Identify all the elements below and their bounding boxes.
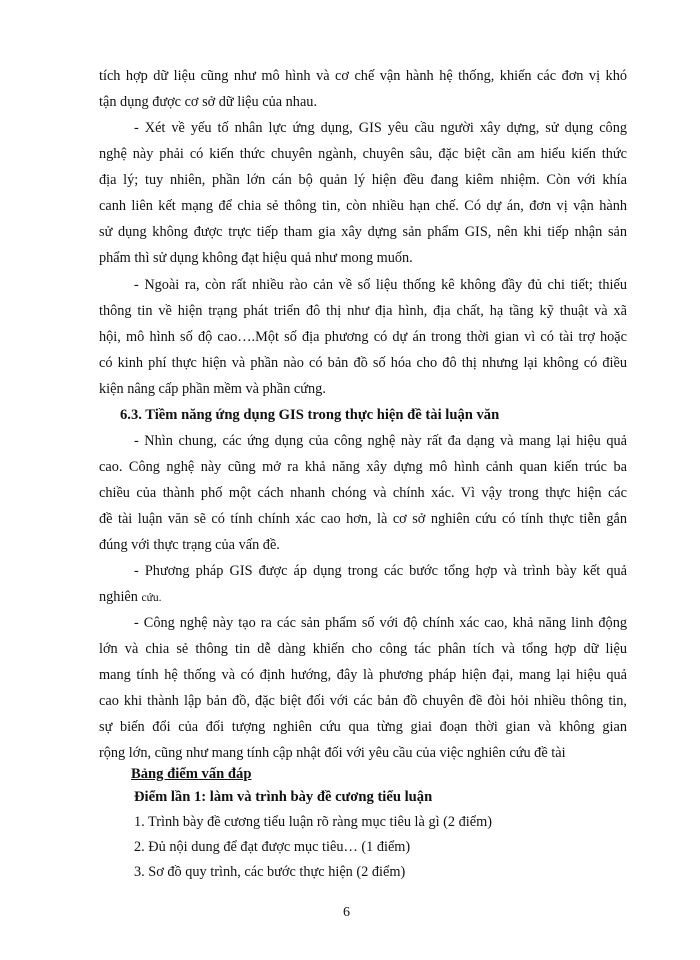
table-title: Bảng điểm vấn đáp [131,766,252,782]
paragraph-2-line-3: địa lý; tuy nhiên, phần lớn cán bộ quản lý hiện đều đang kiêm nhiệm. Còn với khía [99,172,627,188]
section-heading: 6.3. Tiềm năng ứng dụng GIS trong thực hiện đề tài luận văn [120,407,500,423]
paragraph-2-line-4: canh liên kết mạng để chia sẻ thông tin, còn nhiều hạn chế. Có dự án, đơn vị vận hành [99,198,627,214]
paragraph-6-line-6: rộng lớn, cũng như mang tính cập nhật đối với yêu cầu của việc nghiên cứu đề tài [99,745,566,761]
criteria-item-3: 3. Sơ đồ quy trình, các bước thực hiện (2 điểm) [134,864,406,880]
paragraph-3-line-5: kiện nâng cấp phần mềm và phần cứng. [99,381,326,397]
paragraph-6-line-3: mang tính hệ thống và có định hướng, đây là phương pháp hiện đại, mang lại hiệu quả [99,667,627,683]
paragraph-6-line-1: - Công nghệ này tạo ra các sản phẩm số với độ chính xác cao, khả năng linh động [134,615,627,631]
paragraph-5-line-1: - Phương pháp GIS được áp dụng trong các bước tổng hợp và trình bày kết quả [134,563,627,579]
criteria-item-2: 2. Đủ nội dung để đạt được mục tiêu… (1 điểm) [134,839,411,855]
paragraph-3-line-4: có kinh phí thực hiện và phần nào có bản đồ số hóa cho đô thị nhưng lại không có điều [99,355,627,371]
paragraph-3-line-2: thông tin về hiện trạng phát triển đô thị như địa hình, địa chất, hạ tầng kỹ thuật và xã [99,303,627,319]
paragraph-5-tail-word: nghiên [99,589,142,605]
paragraph-2-line-6: phẩm thì sử dụng không đạt hiệu quả như mong muốn. [99,250,413,266]
paragraph-6-line-5: sự biến đổi của đối tượng nghiên cứu qua từng giai đoạn thời gian và không gian [99,719,627,735]
paragraph-3-line-1: - Ngoài ra, còn rất nhiều rào cản về số liệu thống kê không đầy đủ chi tiết; thiếu [134,277,627,293]
score-heading: Điểm lần 1: làm và trình bày đề cương tiểu luận [134,789,433,805]
paragraph-4-line-1: - Nhìn chung, các ứng dụng của công nghệ này rất đa dạng và mang lại hiệu quả [134,433,627,449]
paragraph-6-line-4: cao khi thành lập bản đồ, đặc biệt đối với các bản đồ chuyên đề đòi hỏi nhiều thông tin, [99,693,627,709]
paragraph-6-line-2: lớn và chia sẻ thông tin dễ dàng khiến cho công tác phân tích và tổng hợp dữ liệu [99,641,627,657]
paragraph-2-line-1: - Xét về yếu tố nhân lực ứng dụng, GIS yêu cầu người xây dựng, sử dụng công [134,120,627,136]
criteria-item-1: 1. Trình bày đề cương tiểu luận rõ ràng mục tiêu là gì (2 điểm) [134,814,492,830]
paragraph-3-line-3: hội, mô hình số độ cao….Một số địa phương có dự án trong thời gian vì có tài trợ hoặc [99,329,627,345]
page-number: 6 [343,905,350,920]
paragraph-2-line-5: sử dụng không được trực tiếp tham gia xây dựng sản phẩm GIS, nên khi tiếp nhận sản [99,224,627,240]
paragraph-2-line-2: nghệ này phải có kiến thức chuyên ngành, chuyên sâu, đặc biệt cần am hiểu kiến thức [99,146,627,162]
paragraph-1-line-1: tích hợp dữ liệu cũng như mô hình và cơ chế vận hành hệ thống, khiến các đơn vị khó [99,68,627,84]
paragraph-4-line-3: chiều của thành phố một cách nhanh chóng và chính xác. Vì vậy trong thực hiện các [99,485,627,501]
paragraph-5-tail-small: cứu. [141,592,162,604]
paragraph-4-line-4: đề tài luận văn sẽ có tính chính xác cao hơn, là cơ sở nghiên cứu có tính thực tiễn gắn [99,511,627,527]
paragraph-5-line-2 [99,587,161,608]
paragraph-4-line-5: đúng với thực trạng của vấn đề. [99,537,280,553]
paragraph-1-line-2: tận dụng được cơ sở dữ liệu của nhau. [99,94,318,110]
paragraph-4-line-2: cao. Công nghệ này cũng mở ra khả năng xây dựng mô hình cảnh quan kiến trúc ba [99,459,627,475]
